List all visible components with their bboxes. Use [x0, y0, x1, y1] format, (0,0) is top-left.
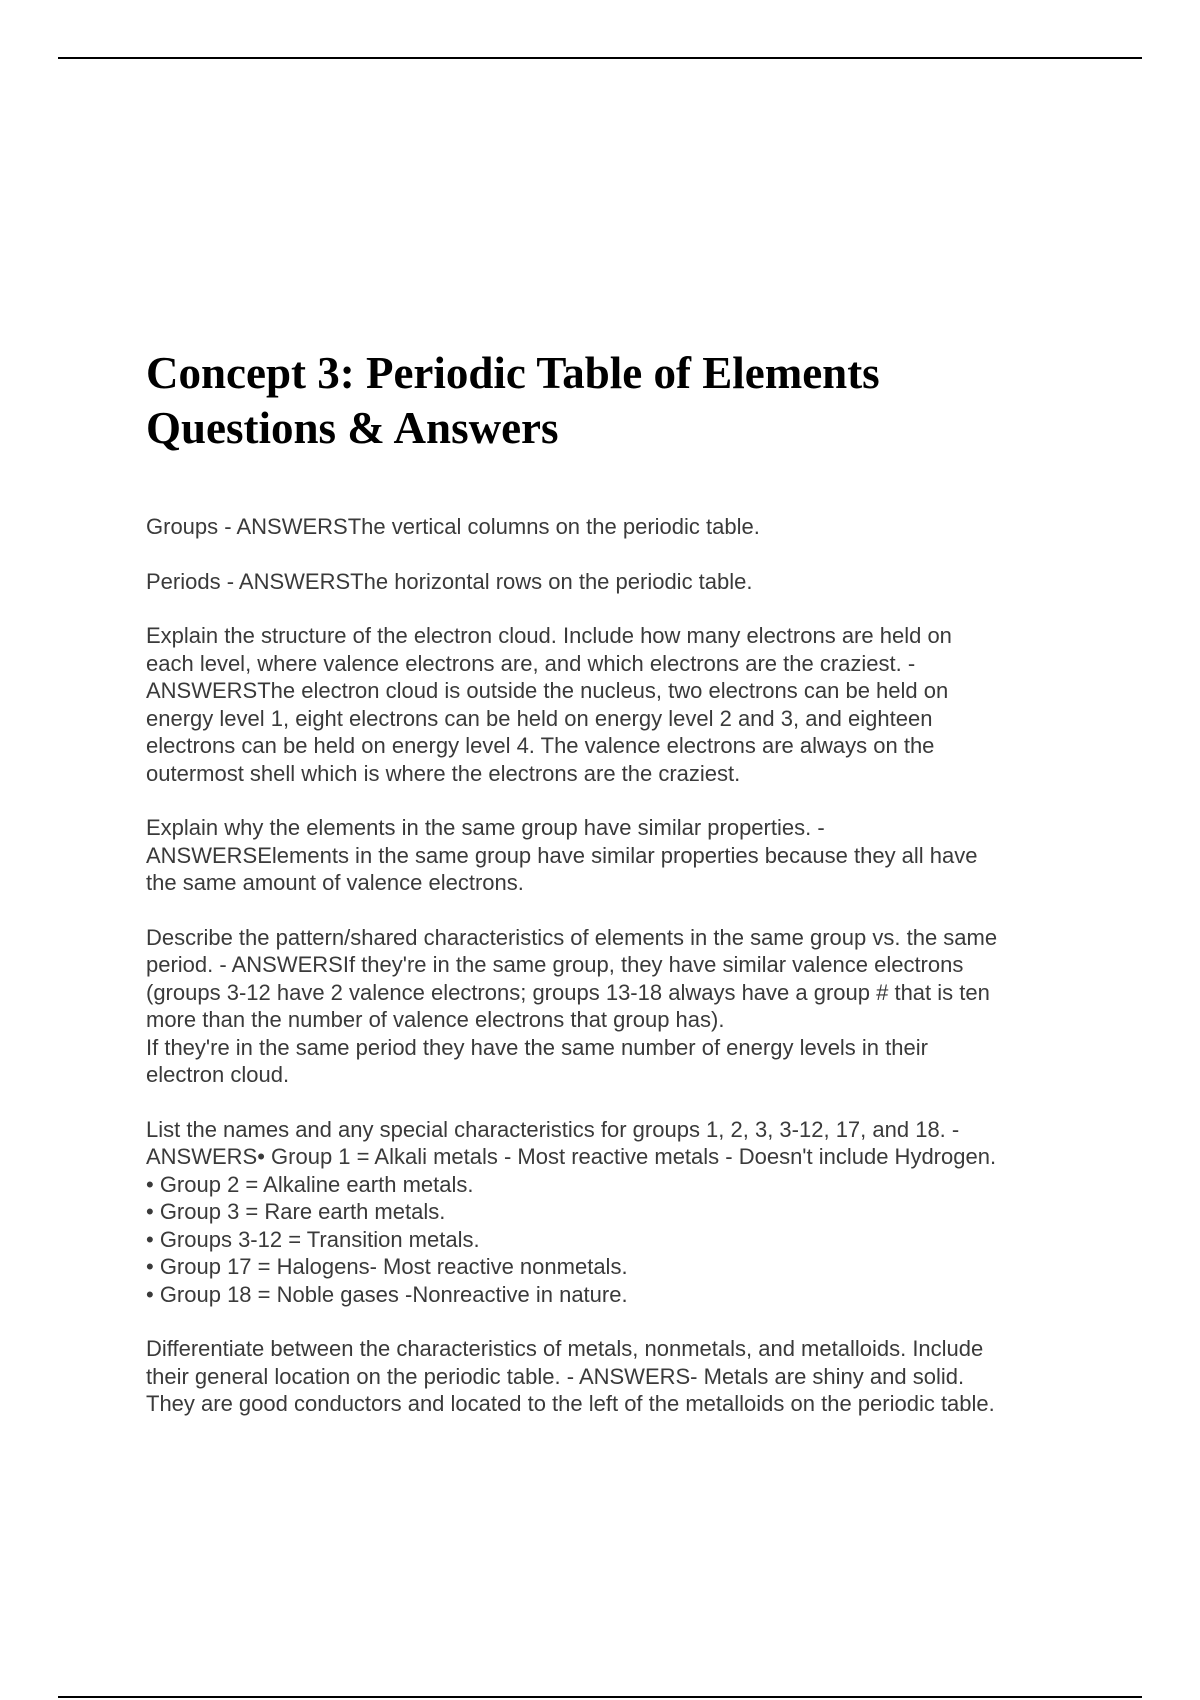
text-line: the same amount of valence electrons.: [146, 870, 524, 895]
text-line: their general location on the periodic table. - ANSWERS- Metals are shiny and solid.: [146, 1363, 965, 1389]
footer-rule: [58, 1696, 1142, 1698]
text-line: Differentiate between the characteristics of metals, nonmetals, and metalloids. Include: [146, 1336, 984, 1361]
qa-item-group-properties: [146, 814, 1086, 897]
qa-list: [146, 513, 1086, 1418]
text-line: Groups - ANSWERSThe vertical columns on the periodic table.: [146, 514, 760, 539]
qa-item-group-vs-period: [146, 924, 1086, 1089]
page-content: [146, 346, 1086, 1445]
title-line: Questions & Answers: [146, 403, 559, 453]
text-line: electrons can be held on energy level 4. The valence electrons are always on the: [146, 733, 935, 758]
text-line: ANSWERSThe electron cloud is outside the nucleus, two electrons can be held on: [146, 678, 949, 703]
text-line: more than the number of valence electrons that group has).: [146, 1007, 725, 1032]
text-line: • Group 3 = Rare earth metals.: [146, 1199, 446, 1224]
text-line: Periods - ANSWERSThe horizontal rows on the periodic table.: [146, 568, 753, 594]
text-line: Explain the structure of the electron cloud. Include how many electrons are held on: [146, 623, 952, 648]
text-line: • Group 18 = Noble gases -Nonreactive in nature.: [146, 1281, 628, 1307]
qa-item-group-names: [146, 1116, 1086, 1309]
text-line: List the names and any special characteristics for groups 1, 2, 3, 3-12, 17, and 18. -: [146, 1116, 960, 1142]
title-line: Concept 3: Periodic Table of Elements: [146, 348, 880, 398]
text-line: electron cloud.: [146, 1062, 290, 1087]
text-line: • Groups 3-12 = Transition metals.: [146, 1226, 480, 1252]
text-line: • Group 2 = Alkaline earth metals.: [146, 1171, 474, 1197]
qa-item-groups: [146, 513, 1086, 541]
document-title: [146, 346, 1086, 456]
qa-item-periods: [146, 568, 1086, 596]
text-line: each level, where valence electrons are, and which electrons are the craziest. -: [146, 650, 916, 676]
text-line: energy level 1, eight electrons can be held on energy level 2 and 3, and eighteen: [146, 705, 933, 731]
text-line: ANSWERSElements in the same group have similar properties because they all have: [146, 842, 978, 868]
qa-item-electron-cloud: [146, 622, 1086, 787]
text-line: period. - ANSWERSIf they're in the same group, they have similar valence electrons: [146, 952, 964, 977]
text-line: • Group 17 = Halogens- Most reactive nonmetals.: [146, 1254, 628, 1279]
text-line: Explain why the elements in the same group have similar properties. -: [146, 815, 825, 840]
header-rule: [58, 57, 1142, 59]
text-line: (groups 3-12 have 2 valence electrons; groups 13-18 always have a group # that is ten: [146, 979, 990, 1005]
text-line: ANSWERS• Group 1 = Alkali metals - Most reactive metals - Doesn't include Hydrogen.: [146, 1144, 997, 1169]
text-line: outermost shell which is where the electrons are the craziest.: [146, 760, 741, 786]
text-line: If they're in the same period they have the same number of energy levels in their: [146, 1034, 928, 1060]
qa-item-metals-nonmetals: [146, 1335, 1086, 1418]
text-line: They are good conductors and located to the left of the metalloids on the periodic table.: [146, 1391, 995, 1416]
text-line: Describe the pattern/shared characteristics of elements in the same group vs. the same: [146, 924, 998, 950]
